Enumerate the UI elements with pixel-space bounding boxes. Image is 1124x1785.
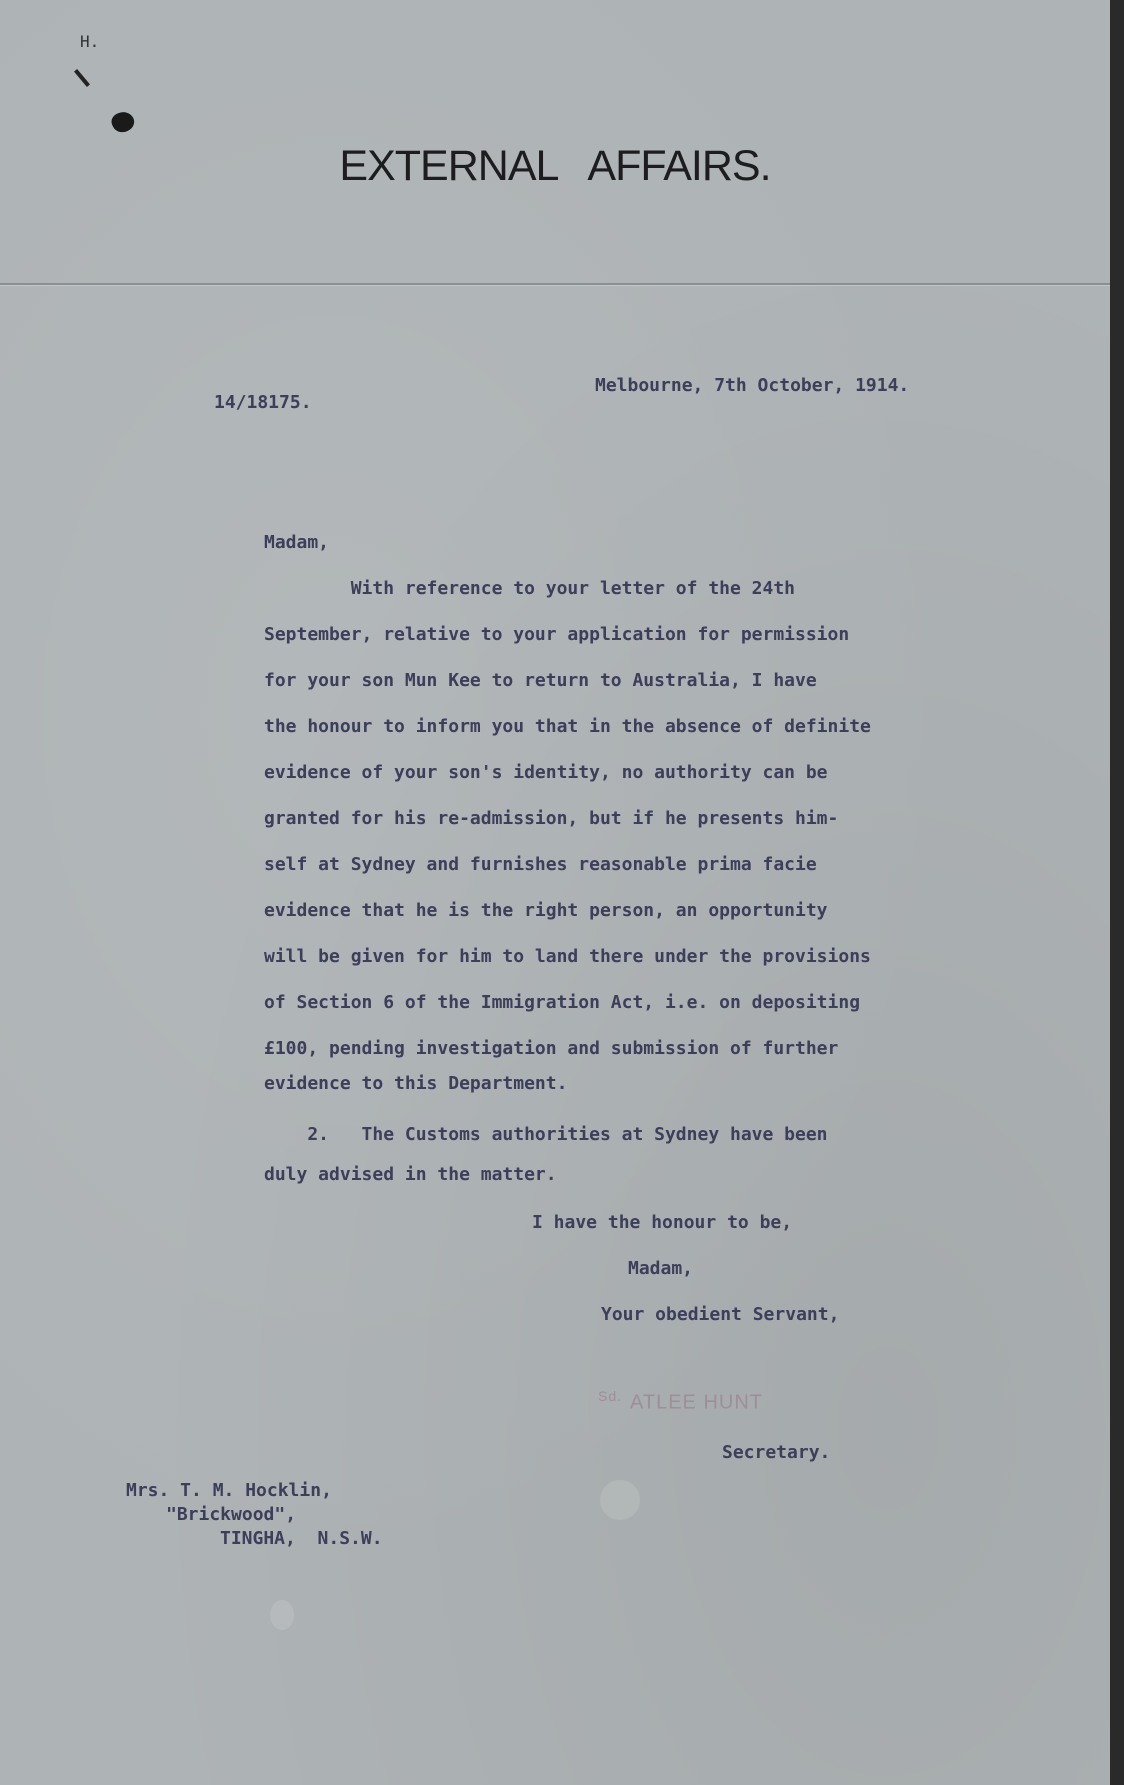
paper-stain bbox=[600, 1480, 640, 1520]
signature-name: ATLEE HUNT bbox=[630, 1391, 763, 1414]
closing-line: Your obedient Servant, bbox=[601, 1304, 840, 1325]
body-line: With reference to your letter of the 24th bbox=[264, 578, 796, 599]
closing-line: I have the honour to be, bbox=[532, 1212, 793, 1233]
addressee-name: Mrs. T. M. Hocklin, bbox=[126, 1480, 332, 1501]
paper-stain bbox=[270, 1600, 294, 1630]
body-line: evidence that he is the right person, an opportunity bbox=[264, 900, 828, 921]
body-line: will be given for him to land there under the provisions bbox=[264, 946, 871, 967]
addressee-town: TINGHA, N.S.W. bbox=[220, 1528, 383, 1549]
body-line: the honour to inform you that in the absence of definite bbox=[264, 716, 871, 737]
body-line: of Section 6 of the Immigration Act, i.e. on depositing bbox=[264, 992, 861, 1013]
body-line: granted for his re-admission, but if he presents him- bbox=[264, 808, 839, 829]
punch-hole-mark-icon bbox=[109, 108, 137, 135]
body-line: self at Sydney and furnishes reasonable prima facie bbox=[264, 854, 817, 875]
salutation: Madam, bbox=[264, 532, 330, 553]
body-line: 2. The Customs authorities at Sydney have been bbox=[264, 1124, 828, 1145]
letterhead-divider bbox=[0, 283, 1110, 285]
addressee-house: "Brickwood", bbox=[166, 1504, 297, 1525]
body-line: duly advised in the matter. bbox=[264, 1164, 557, 1185]
pencil-tick-icon bbox=[74, 69, 90, 87]
body-line: evidence to this Department. bbox=[264, 1073, 568, 1094]
closing-line: Madam, bbox=[628, 1258, 694, 1279]
file-reference: 14/18175. bbox=[214, 392, 312, 413]
body-line: for your son Mun Kee to return to Australia, I have bbox=[264, 670, 817, 691]
letterhead-title: EXTERNAL AFFAIRS. bbox=[339, 142, 771, 190]
signature-stamp bbox=[598, 1388, 763, 1415]
corner-mark: H. bbox=[80, 32, 100, 51]
signatory-title: Secretary. bbox=[722, 1442, 831, 1463]
signature-prefix: Sd. bbox=[598, 1388, 623, 1404]
place-date: Melbourne, 7th October, 1914. bbox=[595, 375, 910, 396]
body-line: September, relative to your application for permission bbox=[264, 624, 850, 645]
body-line: £100, pending investigation and submission of further bbox=[264, 1038, 839, 1059]
body-line: evidence of your son's identity, no authority can be bbox=[264, 762, 828, 783]
